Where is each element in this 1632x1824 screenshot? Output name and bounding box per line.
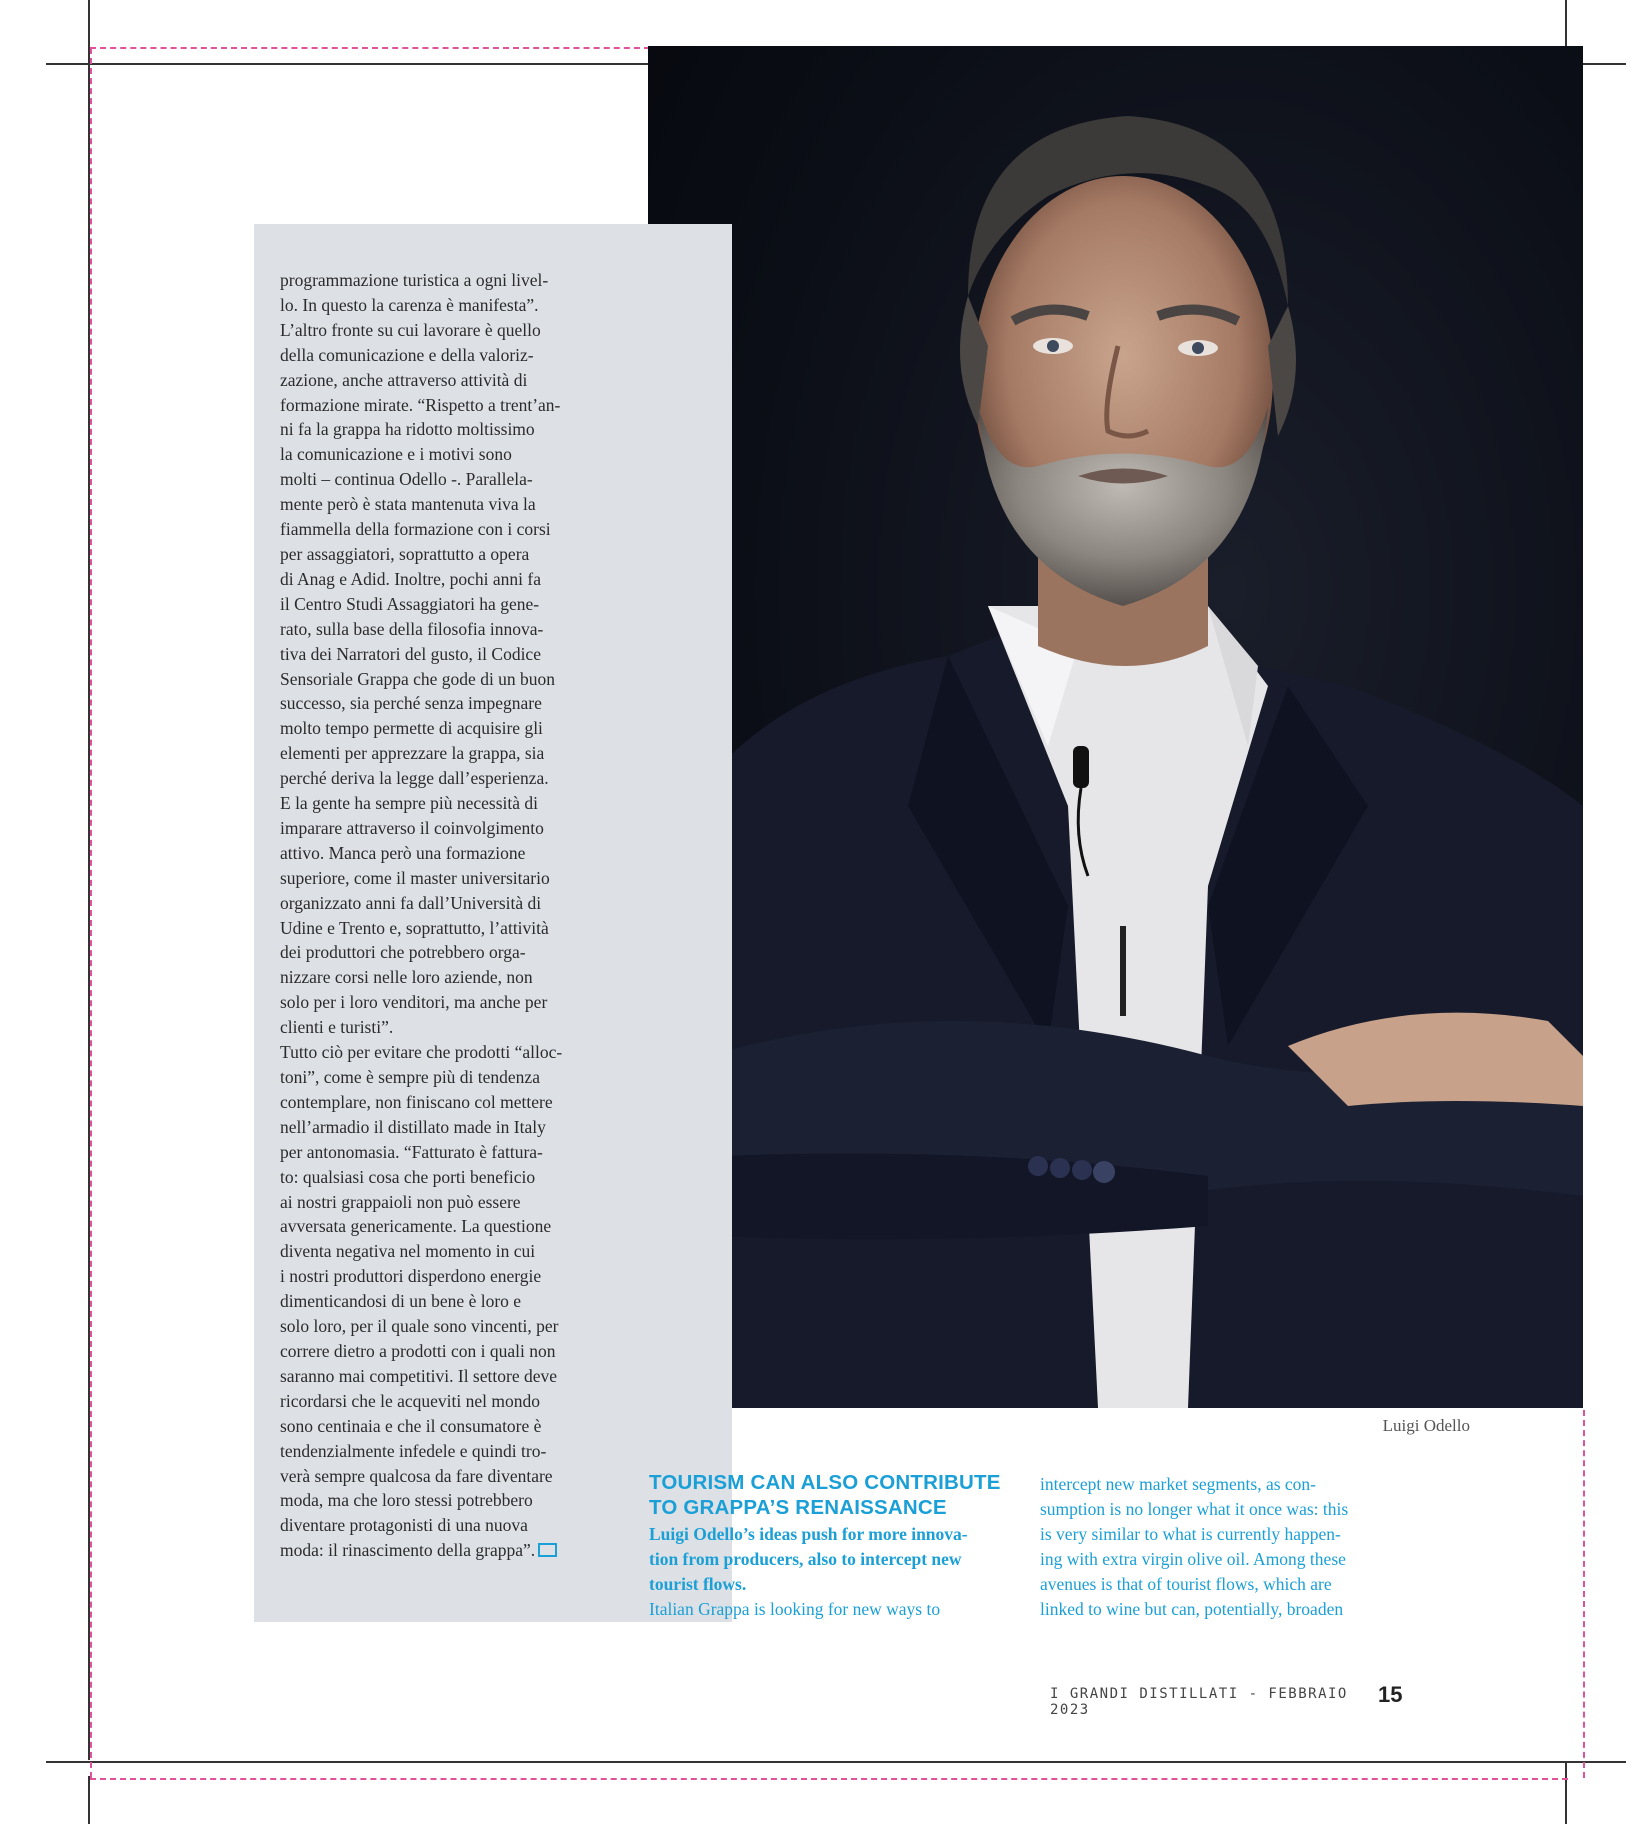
sidebar-line: verà sempre qualcosa da fare diventare	[280, 1465, 553, 1486]
english-headline: TOURISM CAN ALSO CONTRIBUTE TO GRAPPA’S RENAISSANCE	[649, 1471, 1001, 1519]
bleed-guide-left	[90, 48, 92, 1778]
english-body-line: is very similar to what is currently happen-	[1040, 1524, 1341, 1544]
sidebar-line: solo per i loro venditori, ma anche per	[280, 992, 548, 1013]
sidebar-line: zazione, anche attraverso attività di	[280, 369, 528, 390]
sidebar-line: Udine e Trento e, soprattutto, l’attività	[280, 917, 549, 938]
sidebar-line: toni”, come è sempre più di tendenza	[280, 1067, 540, 1087]
sidebar-line: perché deriva la legge dall’esperienza.	[280, 768, 549, 789]
sidebar-line: formazione mirate. “Rispetto a trent’an-	[280, 394, 561, 415]
crop-mark-left-bottom-v	[88, 1776, 90, 1824]
sidebar-line: clienti e turisti”.	[280, 1017, 394, 1038]
sidebar-line: nizzare corsi nelle loro aziende, non	[280, 967, 533, 988]
sidebar-line: sono centinaia e che il consumatore è	[280, 1415, 542, 1436]
portrait-photo	[648, 46, 1583, 1408]
sidebar-line: successo, sia perché senza impegnare	[280, 693, 542, 714]
sidebar-line: molto tempo permette di acquisire gli	[280, 718, 543, 739]
sidebar-line: attivo. Manca però una formazione	[280, 842, 526, 863]
english-subhead-line: tion from producers, also to intercept new	[649, 1549, 962, 1569]
sidebar-line: avversata genericamente. La questione	[280, 1216, 552, 1237]
sidebar-article-text	[280, 268, 620, 1563]
sidebar-line: E la gente ha sempre più necessità di	[280, 793, 539, 814]
sidebar-line: ricordarsi che le acqueviti nel mondo	[280, 1390, 540, 1411]
sidebar-line: diventare protagonisti di una nuova	[280, 1515, 528, 1536]
portrait-illustration	[648, 46, 1583, 1408]
crop-mark-top-left-h	[46, 63, 650, 65]
sidebar-line: dei produttori che potrebbero orga-	[280, 942, 526, 963]
sidebar-line: rato, sulla base della filosofia innova-	[280, 618, 544, 639]
page-number: 15	[1378, 1682, 1403, 1707]
sidebar-line: programmazione turistica a ogni livel-	[280, 270, 549, 290]
sidebar-last-line	[280, 1538, 620, 1563]
crop-mark-right-top-v	[1565, 0, 1567, 46]
bleed-guide-top	[90, 47, 650, 49]
bleed-guide-right	[1583, 1410, 1585, 1778]
sidebar-line: ni fa la grappa ha ridotto moltissimo	[280, 419, 535, 440]
sidebar-line: ai nostri grappaioli non può essere	[280, 1191, 521, 1212]
sidebar-line: fiammella della formazione con i corsi	[280, 519, 551, 540]
sidebar-line: della comunicazione e della valoriz-	[280, 344, 534, 365]
english-body-line: intercept new market segments, as con-	[1040, 1474, 1317, 1494]
sidebar-line: nell’armadio il distillato made in Italy	[280, 1116, 546, 1137]
sidebar-line: lo. In questo la carenza è manifesta”.	[280, 294, 539, 315]
end-of-article-icon	[538, 1543, 557, 1557]
sidebar-line: elementi per apprezzare la grappa, sia	[280, 743, 545, 764]
sidebar-line: imparare attraverso il coinvolgimento	[280, 817, 544, 838]
sidebar-line: per assaggiatori, soprattutto a opera	[280, 543, 530, 564]
english-body-line: ing with extra virgin olive oil. Among these	[1040, 1549, 1346, 1569]
sidebar-line: il Centro Studi Assaggiatori ha gene-	[280, 593, 540, 614]
sidebar-line: moda: il rinascimento della grappa”.	[280, 1540, 536, 1561]
sidebar-line: tendenzialmente infedele e quindi tro-	[280, 1440, 547, 1461]
english-body-line: linked to wine but can, potentially, broaden	[1040, 1599, 1344, 1619]
sidebar-line: Tutto ciò per evitare che prodotti “alloc-	[280, 1042, 563, 1063]
sidebar-line: solo loro, per il quale sono vincenti, per	[280, 1316, 559, 1337]
crop-mark-right-bottom-v	[1565, 1762, 1567, 1824]
english-body-column-1: Italian Grappa is looking for new ways to	[649, 1599, 941, 1619]
sidebar-line: Sensoriale Grappa che gode di un buon	[280, 668, 556, 689]
sidebar-line: di Anag e Adid. Inoltre, pochi anni fa	[280, 568, 541, 589]
english-subhead	[649, 1522, 1019, 1597]
sidebar-line: organizzato anni fa dall’Università di	[280, 892, 542, 913]
english-body-line: avenues is that of tourist flows, which are	[1040, 1574, 1332, 1594]
sidebar-line: saranno mai competitivi. Il settore deve	[280, 1365, 557, 1386]
sidebar-line: correre dietro a prodotti con i quali non	[280, 1340, 556, 1361]
sidebar-line: L’altro fronte su cui lavorare è quello	[280, 319, 541, 340]
english-subhead-line: tourist flows.	[649, 1574, 747, 1594]
photo-caption: Luigi Odello	[1382, 1416, 1470, 1435]
sidebar-line: tiva dei Narratori del gusto, il Codice	[280, 643, 541, 664]
sidebar-line: contemplare, non finiscano col mettere	[280, 1091, 553, 1112]
sidebar-line: la comunicazione e i motivi sono	[280, 444, 512, 465]
sidebar-line: diventa negativa nel momento in cui	[280, 1241, 536, 1262]
english-subhead-line: Luigi Odello’s ideas push for more innova-	[649, 1524, 968, 1544]
english-body-column-2	[1040, 1472, 1420, 1622]
sidebar-line: molti – continua Odello -. Parallela-	[280, 469, 533, 490]
sidebar-line: per antonomasia. “Fatturato è fattura-	[280, 1141, 543, 1162]
sidebar-line: to: qualsiasi cosa che porti beneficio	[280, 1166, 536, 1187]
sidebar-line: i nostri produttori disperdono energie	[280, 1266, 542, 1287]
sidebar-line: moda, ma che loro stessi potrebbero	[280, 1490, 533, 1511]
sidebar-line: mente però è stata mantenuta viva la	[280, 494, 536, 515]
sidebar-line: dimenticandosi di un bene è loro e	[280, 1291, 522, 1312]
crop-mark-bottom-left-h	[46, 1761, 1626, 1763]
english-body-line: sumption is no longer what it once was: this	[1040, 1499, 1349, 1519]
publication-footer: I GRANDI DISTILLATI - FEBBRAIO 2023	[1050, 1686, 1348, 1718]
sidebar-line: superiore, come il master universitario	[280, 867, 550, 888]
bleed-guide-bottom	[90, 1778, 1568, 1780]
